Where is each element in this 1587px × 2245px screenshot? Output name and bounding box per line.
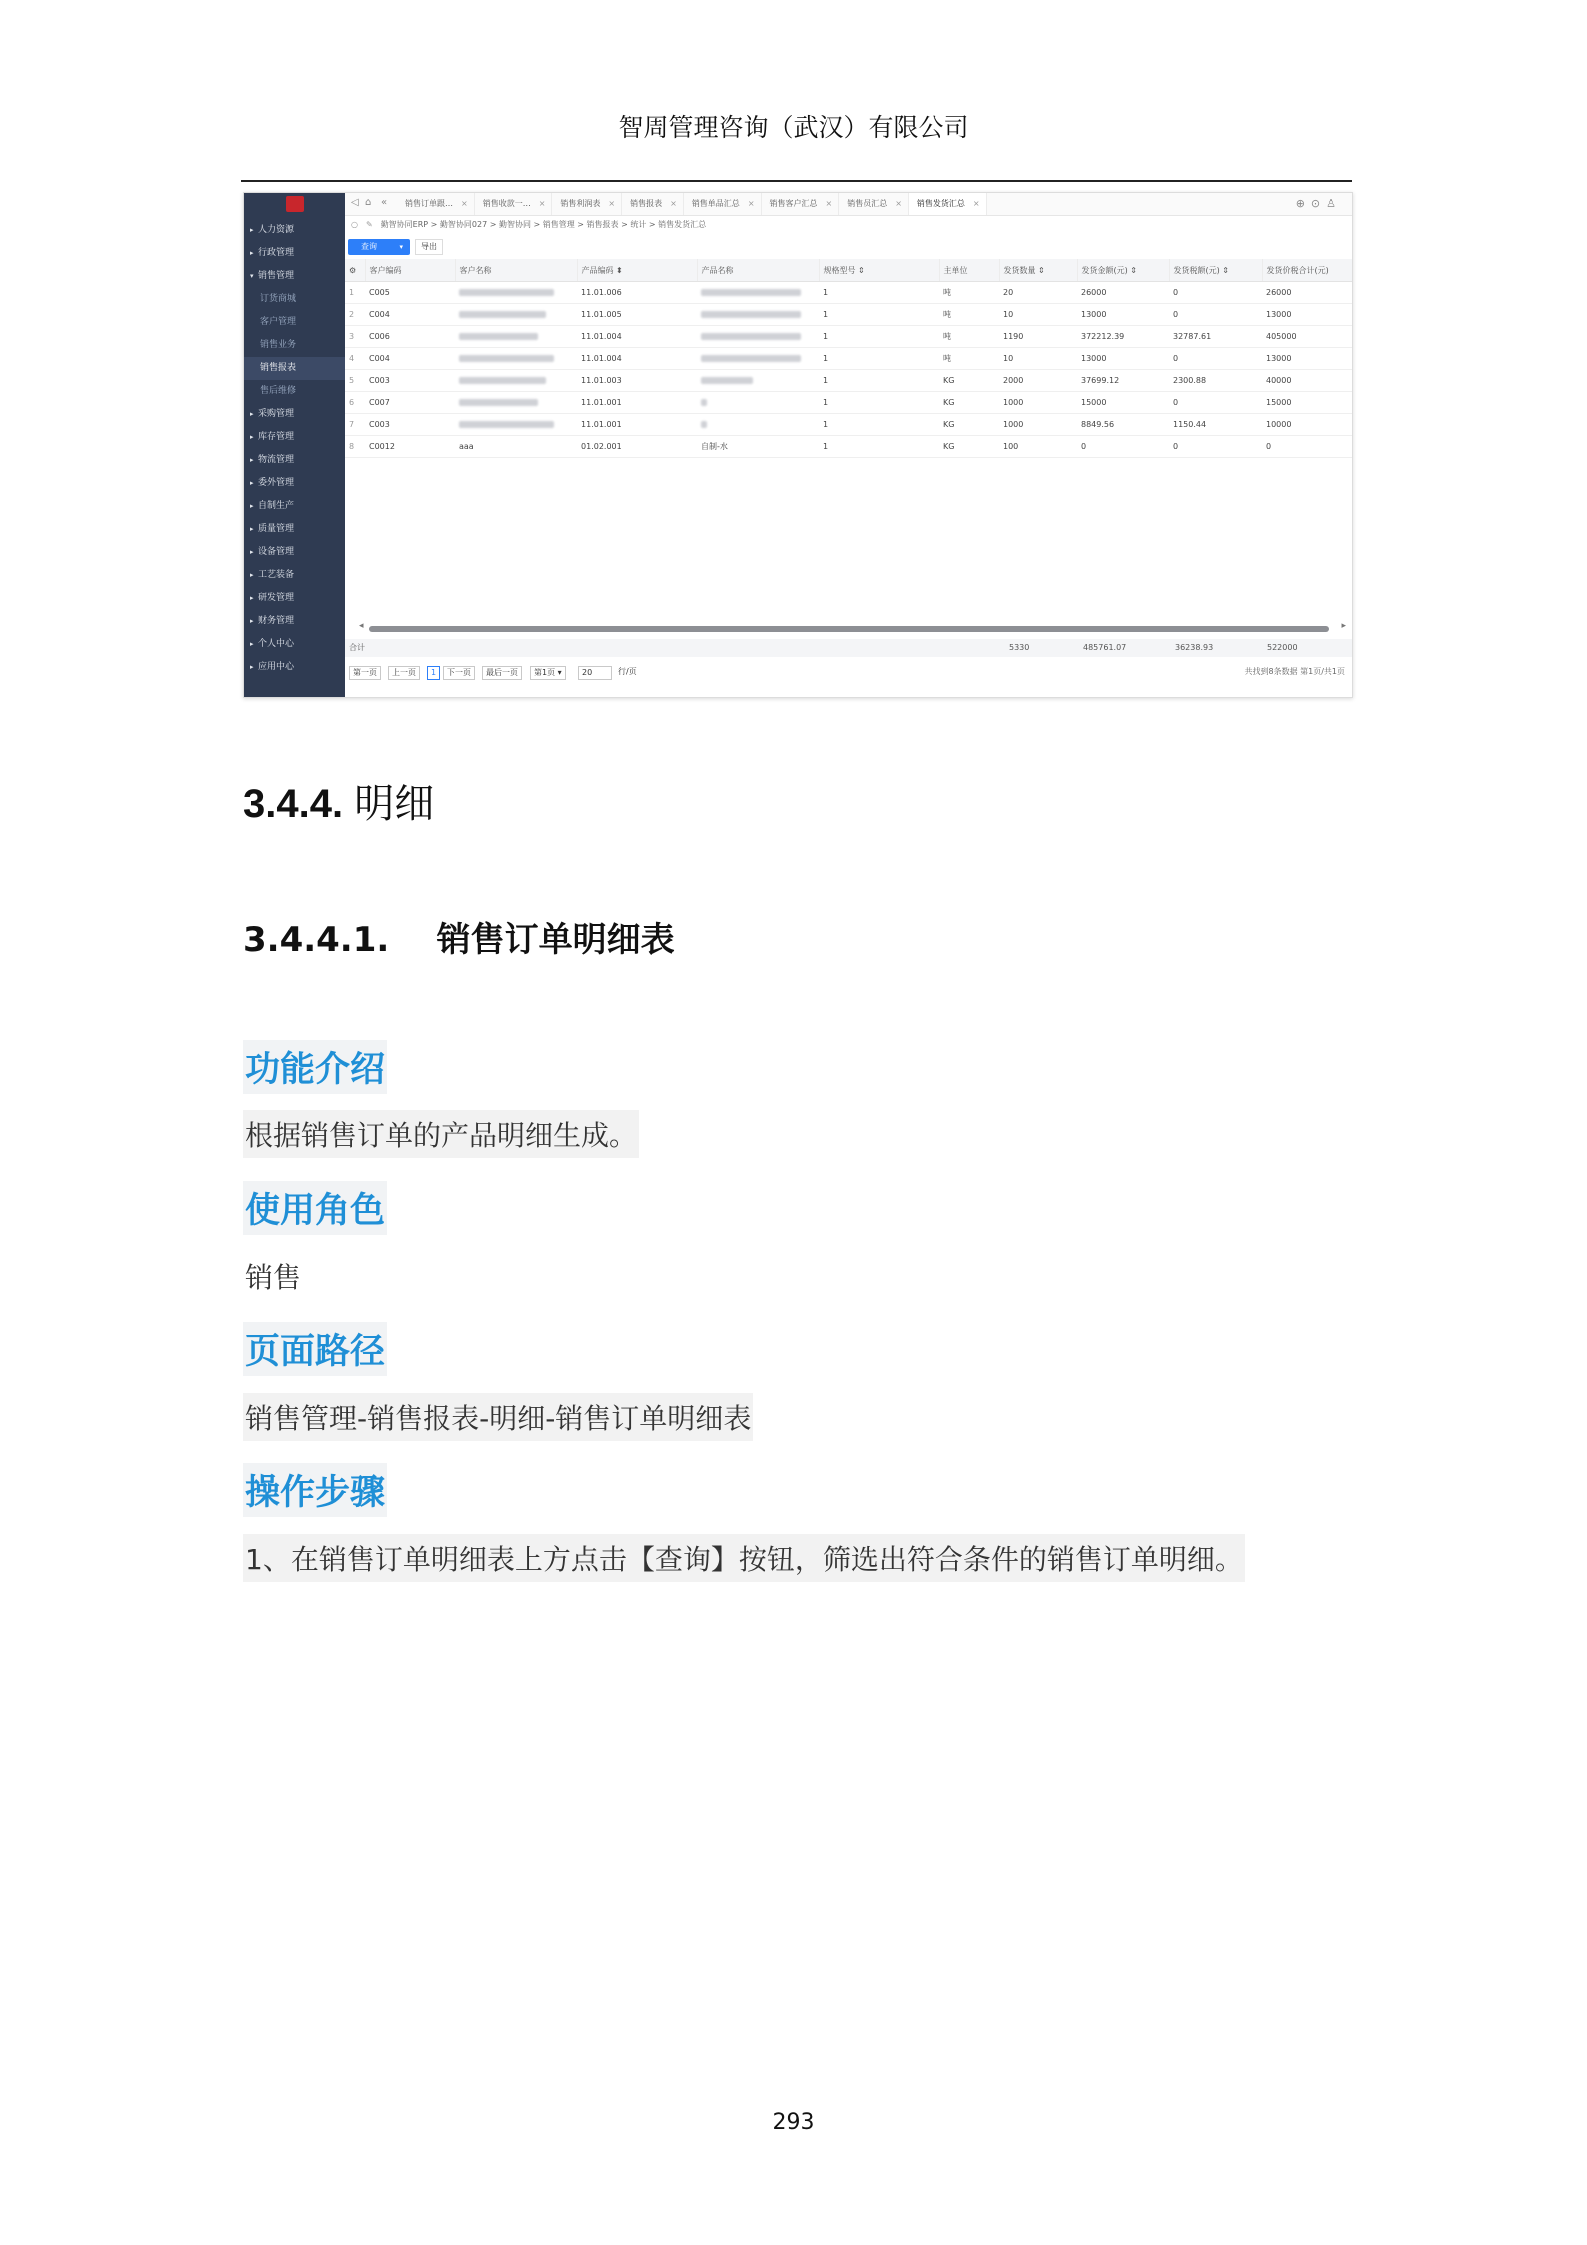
- redacted-cell: [697, 348, 819, 370]
- sidebar-item-label: 工艺装备: [258, 570, 295, 580]
- tab[interactable]: [684, 193, 762, 215]
- pin-icon[interactable]: ✎: [365, 220, 373, 229]
- cell-qty: 1000: [999, 392, 1077, 414]
- column-header[interactable]: 发货金额(元) ⇕: [1077, 259, 1169, 282]
- tab[interactable]: [839, 193, 909, 215]
- cell-product-code: 11.01.006: [577, 282, 697, 304]
- column-header[interactable]: 客户名称: [455, 259, 577, 282]
- close-icon[interactable]: ×: [747, 199, 755, 208]
- table-row[interactable]: [345, 282, 1352, 304]
- sidebar-item[interactable]: [244, 288, 345, 311]
- tab-label: 销售利润表: [560, 199, 601, 208]
- heading-number: 3.4.4.1.: [243, 920, 390, 960]
- cell-customer-code: C006: [365, 326, 455, 348]
- cell-tax: 1150.44: [1169, 414, 1262, 436]
- page-select[interactable]: 第1页 ▾: [530, 666, 566, 680]
- breadcrumb-row: [345, 215, 1352, 235]
- cell-customer-code: C003: [365, 414, 455, 436]
- chevron-right-icon: ▸: [250, 502, 254, 510]
- cell-spec: 1: [819, 348, 939, 370]
- redacted-cell: [697, 282, 819, 304]
- cell-spec: 1: [819, 436, 939, 458]
- sidebar-item-label: 应用中心: [258, 662, 295, 672]
- sidebar-item[interactable]: [244, 610, 345, 633]
- cell-qty: 20: [999, 282, 1077, 304]
- table-row[interactable]: [345, 414, 1352, 436]
- erp-screenshot: [243, 192, 1353, 698]
- cell-tax: 2300.88: [1169, 370, 1262, 392]
- chevron-down-icon: ▾: [399, 243, 403, 251]
- redacted-text: [459, 355, 554, 362]
- sidebar-item[interactable]: [244, 219, 345, 242]
- tab-bar: [345, 193, 1352, 216]
- prev-page-button[interactable]: 上一页: [388, 666, 420, 680]
- cell-customer-code: C004: [365, 304, 455, 326]
- redacted-text: [459, 377, 546, 384]
- total-tax: 36238.93: [1175, 643, 1214, 652]
- globe-icon[interactable]: ⊕: [1295, 197, 1311, 210]
- sidebar-item-label: 售后维修: [260, 386, 297, 396]
- cell-customer-name: aaa: [455, 436, 577, 458]
- cell-product-name: 自制-水: [697, 436, 819, 458]
- cell-unit: 吨: [939, 282, 999, 304]
- query-button-label: 查询: [361, 242, 377, 251]
- tab[interactable]: [622, 193, 684, 215]
- user-icon[interactable]: ♙: [1326, 197, 1342, 210]
- heading-number: 3.4.4.: [243, 782, 344, 826]
- column-header[interactable]: 发货税额(元) ⇕: [1169, 259, 1262, 282]
- pagination-info: 共找到8条数据 第1页/共1页: [1244, 667, 1345, 676]
- chevron-right-icon: ▸: [250, 548, 254, 556]
- chevron-right-icon: ▸: [250, 640, 254, 648]
- cell-unit: KG: [939, 370, 999, 392]
- cell-qty: 1190: [999, 326, 1077, 348]
- cell-amount: 13000: [1077, 348, 1169, 370]
- sidebar-item[interactable]: [244, 426, 345, 449]
- current-page-button[interactable]: 1: [427, 666, 440, 680]
- row-number: 7: [345, 414, 365, 436]
- sidebar-item[interactable]: [244, 311, 345, 334]
- column-header[interactable]: 规格型号 ⇕: [819, 259, 939, 282]
- first-page-button[interactable]: 第一页: [349, 666, 381, 680]
- cell-total: 0: [1262, 436, 1352, 458]
- refresh-icon[interactable]: ○: [351, 220, 358, 229]
- redacted-cell: [455, 304, 577, 326]
- heading-title: 明细: [354, 781, 435, 827]
- sidebar-item-label: 行政管理: [258, 248, 295, 258]
- cell-unit: 吨: [939, 326, 999, 348]
- intro-text: 根据销售订单的产品明细生成。: [243, 1110, 639, 1158]
- sidebar-item[interactable]: [244, 633, 345, 656]
- tab-label: 销售报表: [630, 199, 663, 208]
- sidebar-item[interactable]: [244, 242, 345, 265]
- table-header: [345, 259, 1352, 282]
- cell-spec: 1: [819, 370, 939, 392]
- cell-tax: 0: [1169, 348, 1262, 370]
- app-logo: [286, 196, 304, 212]
- table-row[interactable]: [345, 348, 1352, 370]
- sidebar-item[interactable]: [244, 449, 345, 472]
- redacted-text: [701, 311, 801, 318]
- role-text: 销售: [245, 1261, 302, 1294]
- collapse-icon[interactable]: ◁: [351, 197, 359, 208]
- chevron-right-icon: ▸: [250, 433, 254, 441]
- cell-total: 10000: [1262, 414, 1352, 436]
- page-select-value: 第1页: [534, 668, 556, 677]
- sidebar-item-label: 订货商城: [260, 294, 297, 304]
- redacted-cell: [455, 326, 577, 348]
- cell-amount: 13000: [1077, 304, 1169, 326]
- chevron-right-icon: ▸: [250, 410, 254, 418]
- cell-spec: 1: [819, 392, 939, 414]
- next-page-button[interactable]: 下一页: [443, 666, 475, 680]
- cell-amount: 15000: [1077, 392, 1169, 414]
- redacted-cell: [697, 326, 819, 348]
- tab[interactable]: [552, 193, 622, 215]
- redacted-cell: [697, 392, 819, 414]
- sidebar-item-label: 个人中心: [258, 639, 295, 649]
- cell-total: 15000: [1262, 392, 1352, 414]
- redacted-text: [459, 421, 554, 428]
- sidebar-item-label: 客户管理: [260, 317, 297, 327]
- row-number: 8: [345, 436, 365, 458]
- close-icon[interactable]: ×: [895, 199, 902, 208]
- row-number: 6: [345, 392, 365, 414]
- scroll-right-arrow-icon[interactable]: ▸: [1341, 621, 1346, 631]
- table-row[interactable]: [345, 304, 1352, 326]
- tab[interactable]: [397, 193, 475, 215]
- close-icon[interactable]: ×: [825, 199, 833, 208]
- sidebar-item[interactable]: [244, 656, 345, 679]
- horizontal-scrollbar[interactable]: [369, 626, 1329, 632]
- table-row[interactable]: [345, 326, 1352, 348]
- tab-label: 销售客户汇总: [769, 199, 818, 208]
- column-header[interactable]: 主单位: [939, 259, 999, 282]
- section-title-role: 使用角色: [243, 1181, 387, 1235]
- cell-amount: 0: [1077, 436, 1169, 458]
- header-rule: [241, 180, 1352, 182]
- cell-product-code: 11.01.001: [577, 392, 697, 414]
- table-row[interactable]: [345, 392, 1352, 414]
- cell-customer-code: C007: [365, 392, 455, 414]
- cell-customer-code: C004: [365, 348, 455, 370]
- cell-total: 40000: [1262, 370, 1352, 392]
- row-number: 3: [345, 326, 365, 348]
- chevron-right-icon: ▸: [250, 525, 254, 533]
- chevron-right-icon: ▸: [250, 479, 254, 487]
- total-sum: 522000: [1267, 643, 1298, 652]
- sidebar-item-label: 财务管理: [258, 616, 295, 626]
- redacted-text: [701, 399, 707, 406]
- settings-icon[interactable]: ⚙: [345, 259, 365, 282]
- tab-label: 销售收款一…: [482, 199, 531, 208]
- chevron-right-icon: ▸: [250, 594, 254, 602]
- sidebar-item-label: 委外管理: [258, 478, 295, 488]
- close-icon[interactable]: ×: [670, 199, 677, 208]
- sidebar-item[interactable]: [244, 564, 345, 587]
- sidebar-item[interactable]: [244, 541, 345, 564]
- row-number: 5: [345, 370, 365, 392]
- redacted-cell: [455, 282, 577, 304]
- heading-3-4-4-1: [243, 912, 675, 961]
- tab-label: 销售订单跟…: [405, 199, 453, 208]
- redacted-cell: [697, 414, 819, 436]
- cell-qty: 10: [999, 348, 1077, 370]
- redacted-text: [459, 289, 554, 296]
- sidebar-item-label: 销售报表: [260, 363, 297, 373]
- redacted-cell: [455, 348, 577, 370]
- cell-spec: 1: [819, 282, 939, 304]
- tab-label: 销售单品汇总: [691, 199, 740, 208]
- chevron-right-icon: ▸: [250, 571, 254, 579]
- sidebar-item-label: 销售业务: [260, 340, 297, 350]
- breadcrumb: 勤智协同ERP > 勤智协同027 > 勤智协同 > 销售管理 > 销售报表 > 统计 > 销售发货汇总: [380, 220, 707, 229]
- cell-tax: 0: [1169, 436, 1262, 458]
- cell-spec: 1: [819, 304, 939, 326]
- total-amount: 485761.07: [1083, 643, 1127, 652]
- cell-total: 13000: [1262, 348, 1352, 370]
- zoom-icon[interactable]: ⊙: [1310, 197, 1327, 210]
- chevron-right-icon: ▸: [250, 663, 254, 671]
- sidebar-item-label: 设备管理: [258, 547, 295, 557]
- cell-product-code: 01.02.001: [577, 436, 697, 458]
- redacted-text: [701, 377, 753, 384]
- sidebar-item[interactable]: [244, 587, 345, 610]
- chevron-right-icon: ▸: [250, 226, 254, 234]
- cell-product-code: 11.01.003: [577, 370, 697, 392]
- column-header[interactable]: 发货价税合计(元): [1262, 259, 1352, 282]
- data-table: [345, 259, 1353, 458]
- column-header[interactable]: 发货数量 ⇕: [999, 259, 1077, 282]
- totals-label: 合计: [349, 643, 365, 652]
- section-title-steps: 操作步骤: [243, 1463, 387, 1517]
- page-size-input[interactable]: 20: [578, 666, 612, 680]
- section-title-path: 页面路径: [243, 1322, 387, 1376]
- sidebar-item[interactable]: [244, 495, 345, 518]
- sidebar-item-label: 库存管理: [258, 432, 295, 442]
- redacted-cell: [697, 304, 819, 326]
- sidebar: [244, 193, 345, 697]
- tab[interactable]: [762, 193, 840, 215]
- redacted-text: [701, 421, 707, 428]
- sidebar-item-label: 人力资源: [258, 225, 295, 235]
- heading-3-4-4: [243, 772, 434, 829]
- cell-total: 405000: [1262, 326, 1352, 348]
- cell-total: 13000: [1262, 304, 1352, 326]
- cell-unit: KG: [939, 414, 999, 436]
- redacted-text: [701, 333, 801, 340]
- sidebar-item[interactable]: [244, 265, 345, 288]
- total-qty: 5330: [1009, 643, 1030, 652]
- main-area: [345, 193, 1352, 697]
- cell-product-code: 11.01.004: [577, 326, 697, 348]
- cell-qty: 2000: [999, 370, 1077, 392]
- cell-spec: 1: [819, 326, 939, 348]
- per-page-label: 行/页: [618, 667, 637, 676]
- redacted-cell: [455, 414, 577, 436]
- column-header[interactable]: 产品名称: [697, 259, 819, 282]
- sidebar-item[interactable]: [244, 518, 345, 541]
- section-title-intro: 功能介绍: [243, 1040, 387, 1094]
- last-page-button[interactable]: 最后一页: [482, 666, 522, 680]
- chevron-right-icon: ▸: [250, 617, 254, 625]
- cell-tax: 0: [1169, 282, 1262, 304]
- table-body: [345, 282, 1352, 458]
- cell-product-code: 11.01.001: [577, 414, 697, 436]
- cell-amount: 26000: [1077, 282, 1169, 304]
- scroll-left-icon[interactable]: «: [381, 197, 388, 208]
- cell-customer-code: C005: [365, 282, 455, 304]
- heading-title: 销售订单明细表: [436, 920, 675, 960]
- scroll-left-arrow-icon[interactable]: ◂: [359, 621, 364, 631]
- redacted-cell: [455, 370, 577, 392]
- close-icon[interactable]: ×: [538, 199, 546, 208]
- redacted-cell: [697, 370, 819, 392]
- sidebar-item[interactable]: [244, 357, 345, 380]
- sidebar-item-label: 质量管理: [258, 524, 295, 534]
- row-number: 2: [345, 304, 365, 326]
- close-icon[interactable]: ×: [461, 199, 468, 208]
- column-header[interactable]: 产品编码 ⬍: [577, 259, 697, 282]
- page-number: 293: [772, 2110, 815, 2135]
- cell-unit: KG: [939, 436, 999, 458]
- sidebar-item[interactable]: [244, 380, 345, 403]
- cell-spec: 1: [819, 414, 939, 436]
- cell-tax: 0: [1169, 392, 1262, 414]
- cell-product-code: 11.01.004: [577, 348, 697, 370]
- sidebar-item-label: 研发管理: [258, 593, 295, 603]
- sidebar-item-label: 物流管理: [258, 455, 295, 465]
- redacted-text: [459, 333, 538, 340]
- pagination: [349, 663, 1349, 683]
- row-number: 1: [345, 282, 365, 304]
- tab[interactable]: [475, 193, 553, 215]
- tab-label: 销售员汇总: [847, 199, 888, 208]
- sidebar-item-label: 自制生产: [258, 501, 295, 511]
- redacted-text: [701, 289, 801, 296]
- totals-row: [345, 639, 1352, 657]
- query-button[interactable]: [348, 239, 410, 255]
- tab[interactable]: [909, 193, 987, 215]
- table-row[interactable]: [345, 370, 1352, 392]
- home-icon[interactable]: ⌂: [365, 197, 372, 208]
- chevron-right-icon: ▸: [250, 456, 254, 464]
- close-icon[interactable]: ×: [972, 199, 980, 208]
- sidebar-menu: [244, 219, 345, 679]
- steps-text: 1、在销售订单明细表上方点击【查询】按钮，筛选出符合条件的销售订单明细。: [243, 1534, 1245, 1582]
- chevron-right-icon: ▸: [250, 249, 254, 257]
- cell-amount: 372212.39: [1077, 326, 1169, 348]
- sidebar-item[interactable]: [244, 334, 345, 357]
- sidebar-item-label: 采购管理: [258, 409, 295, 419]
- cell-unit: 吨: [939, 348, 999, 370]
- redacted-cell: [455, 392, 577, 414]
- cell-qty: 100: [999, 436, 1077, 458]
- sidebar-item[interactable]: [244, 403, 345, 426]
- chevron-down-icon: ▾: [250, 272, 254, 280]
- cell-total: 26000: [1262, 282, 1352, 304]
- cell-customer-code: C003: [365, 370, 455, 392]
- cell-product-code: 11.01.005: [577, 304, 697, 326]
- tab-label: 销售发货汇总: [916, 199, 965, 208]
- cell-tax: 0: [1169, 304, 1262, 326]
- page-header: 智周管理咨询（武汉）有限公司: [618, 113, 969, 142]
- row-number: 4: [345, 348, 365, 370]
- cell-amount: 37699.12: [1077, 370, 1169, 392]
- cell-qty: 1000: [999, 414, 1077, 436]
- cell-qty: 10: [999, 304, 1077, 326]
- redacted-text: [459, 399, 538, 406]
- close-icon[interactable]: ×: [608, 199, 616, 208]
- column-header[interactable]: 客户编码: [365, 259, 455, 282]
- sidebar-item-label: 销售管理: [258, 271, 295, 281]
- tabs: [397, 193, 987, 215]
- export-button[interactable]: 导出: [415, 239, 443, 255]
- cell-tax: 32787.61: [1169, 326, 1262, 348]
- cell-unit: 吨: [939, 304, 999, 326]
- redacted-text: [701, 355, 801, 362]
- sidebar-item[interactable]: [244, 472, 345, 495]
- cell-amount: 8849.56: [1077, 414, 1169, 436]
- path-text: 销售管理-销售报表-明细-销售订单明细表: [243, 1393, 753, 1441]
- redacted-text: [459, 311, 546, 318]
- toolbar-icons: [1296, 197, 1342, 210]
- table-row[interactable]: [345, 436, 1352, 458]
- cell-unit: KG: [939, 392, 999, 414]
- cell-customer-code: C0012: [365, 436, 455, 458]
